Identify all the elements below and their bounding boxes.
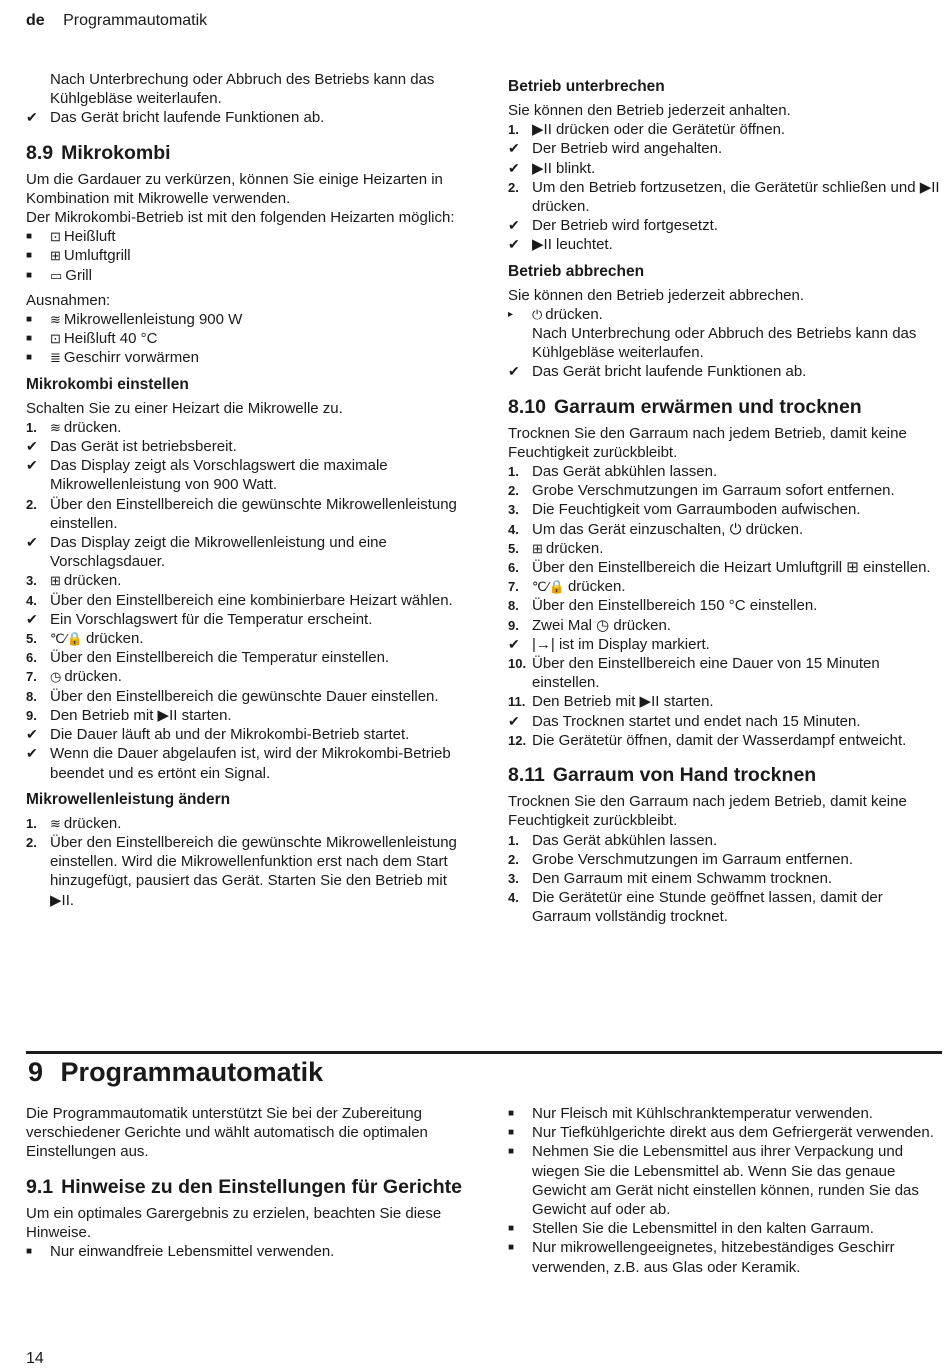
item-label: Der Betrieb wird fortgesetzt. bbox=[532, 217, 718, 235]
step-number: 5. bbox=[26, 631, 37, 647]
item-text bbox=[532, 1142, 944, 1219]
paragraph: Nach Unterbrechung oder Abbruch des Betriebs kann das Kühlgebläse weiterlaufen. bbox=[532, 325, 917, 362]
check-icon: ✔ bbox=[508, 363, 520, 380]
item-text bbox=[532, 1238, 944, 1276]
step-number: 6. bbox=[26, 650, 37, 666]
section-number: 8.9 bbox=[26, 141, 54, 164]
item-label: Um den Betrieb fortzusetzen, die Gerätetür schließen und ▶II drücken. bbox=[532, 178, 940, 216]
section-heading bbox=[26, 142, 462, 164]
step-number: 1. bbox=[508, 464, 519, 480]
step-number: 4. bbox=[508, 521, 519, 537]
item-label: Die Dauer läuft ab und der Mikrokombi-Betrieb startet. bbox=[50, 726, 410, 744]
item-label: Nur einwandfreie Lebensmittel verwenden. bbox=[50, 1243, 335, 1261]
instruction-item bbox=[508, 305, 944, 324]
item-text bbox=[50, 495, 462, 533]
result-item bbox=[26, 108, 462, 127]
paragraph: Um die Gardauer zu verkürzen, können Sie einige Heizarten in Kombination mit Mikrowelle verwenden. bbox=[26, 170, 443, 207]
item-label: Grobe Verschmutzungen im Garraum sofort entfernen. bbox=[532, 482, 895, 500]
item-text bbox=[50, 571, 462, 590]
item-label: Das Gerät bricht laufende Funktionen ab. bbox=[532, 363, 807, 381]
arrow-icon: ▸ bbox=[508, 308, 514, 320]
item-text bbox=[50, 648, 462, 667]
page-number: 14 bbox=[26, 1350, 44, 1367]
step-item bbox=[26, 687, 462, 706]
item-text bbox=[50, 456, 462, 494]
paragraph: Der Mikrokombi-Betrieb ist mit den folgenden Heizarten möglich: bbox=[26, 209, 455, 227]
item-text bbox=[50, 329, 462, 348]
bullet-item bbox=[26, 348, 462, 367]
result-item bbox=[508, 159, 944, 178]
step-item bbox=[26, 814, 462, 833]
check-icon: ✔ bbox=[26, 534, 38, 551]
paragraph: Schalten Sie zu einer Heizart die Mikrowelle zu. bbox=[26, 399, 343, 417]
result-item bbox=[508, 635, 944, 654]
item-text bbox=[532, 139, 944, 158]
item-text bbox=[50, 610, 462, 629]
item-text bbox=[50, 687, 462, 706]
result-item bbox=[508, 712, 944, 731]
control-symbol-icon: ◷ bbox=[50, 669, 62, 685]
item-text bbox=[532, 1219, 944, 1238]
language-code: de bbox=[26, 12, 45, 29]
step-item bbox=[26, 418, 462, 437]
item-label: Das Gerät abkühlen lassen. bbox=[532, 831, 718, 849]
paragraph: Die Programmautomatik unterstützt Sie bei der Zubereitung verschiedener Gerichte und wählt automatisch die optimalen Einstellungen aus. bbox=[26, 1105, 428, 1161]
control-symbol-icon: ⏻ bbox=[532, 306, 543, 322]
section-heading bbox=[508, 396, 944, 418]
chapter-number: 9 bbox=[28, 1057, 44, 1087]
item-label: Die Gerätetür eine Stunde geöffnet lassen, damit der Garraum vollständig trocknet. bbox=[532, 889, 883, 926]
chapter-divider bbox=[26, 1051, 942, 1054]
item-label: Nur mikrowellengeeignetes, hitzebeständiges Geschirr verwenden, z.B. aus Glas oder Keramik. bbox=[532, 1239, 895, 1276]
item-text bbox=[50, 629, 462, 648]
bullet-icon: ■ bbox=[26, 1246, 33, 1258]
step-number: 2. bbox=[508, 483, 519, 499]
column-right-lower bbox=[508, 1104, 944, 1277]
step-item bbox=[508, 654, 944, 692]
section-heading bbox=[26, 1176, 462, 1198]
step-item bbox=[508, 558, 944, 577]
item-text bbox=[532, 692, 944, 711]
step-item bbox=[26, 571, 462, 590]
item-label: Den Betrieb mit ▶II starten. bbox=[532, 693, 714, 711]
paragraph: Trocknen Sie den Garraum nach jedem Betrieb, damit keine Feuchtigkeit zurückbleibt. bbox=[508, 424, 907, 461]
section-heading bbox=[508, 764, 944, 786]
item-text bbox=[50, 266, 462, 285]
item-label: drücken. bbox=[545, 539, 604, 557]
result-item bbox=[26, 456, 462, 494]
item-label: Das Display zeigt als Vorschlagswert die maximale Mikrowellenleistung von 900 Watt. bbox=[50, 457, 388, 494]
step-number: 5. bbox=[508, 540, 519, 556]
item-label: Über den Einstellbereich die gewünschte Mikrowellenleistung einstellen. Wird die Mikrowellenfunktion erst nach dem Start hinzugefügt, pausiert das Gerät. Starten Sie den Betrieb mit ▶II. bbox=[50, 833, 457, 909]
step-number: 7. bbox=[508, 579, 519, 595]
item-text bbox=[532, 731, 944, 750]
step-item bbox=[508, 831, 944, 850]
item-text bbox=[50, 227, 462, 246]
item-text bbox=[532, 712, 944, 731]
step-item bbox=[508, 850, 944, 869]
step-number: 8. bbox=[26, 688, 37, 704]
item-label: Mikrowellenleistung 900 W bbox=[63, 311, 243, 329]
bullet-icon: ■ bbox=[26, 269, 33, 281]
item-label: |→| ist im Display markiert. bbox=[532, 635, 710, 653]
item-text bbox=[532, 577, 944, 596]
step-number: 10. bbox=[508, 656, 527, 672]
section-title: Hinweise zu den Einstellungen für Gerichte bbox=[61, 1175, 463, 1198]
section-number: 8.10 bbox=[508, 395, 546, 418]
step-number: 2. bbox=[26, 834, 37, 850]
item-text bbox=[50, 1242, 462, 1261]
step-item bbox=[508, 178, 944, 216]
column-right bbox=[508, 70, 944, 927]
check-icon: ✔ bbox=[26, 610, 38, 627]
step-number: 2. bbox=[26, 496, 37, 512]
control-symbol-icon: ⊞ bbox=[532, 540, 543, 556]
step-item bbox=[508, 577, 944, 596]
step-item bbox=[508, 616, 944, 635]
column-left bbox=[26, 70, 462, 910]
item-label: Grobe Verschmutzungen im Garraum entfernen. bbox=[532, 850, 853, 868]
item-text bbox=[50, 533, 462, 571]
item-text bbox=[532, 462, 944, 481]
item-label: Über den Einstellbereich eine kombinierbare Heizart wählen. bbox=[50, 591, 453, 609]
item-text bbox=[532, 520, 944, 539]
item-text bbox=[50, 348, 462, 367]
item-text bbox=[50, 744, 462, 782]
step-number: 1. bbox=[26, 815, 37, 831]
column-left-lower bbox=[26, 1104, 462, 1261]
step-item bbox=[26, 629, 462, 648]
item-text bbox=[532, 120, 944, 139]
item-text bbox=[532, 159, 944, 178]
control-symbol-icon: ℃⁄🔒 bbox=[50, 631, 83, 647]
bullet-item bbox=[508, 1104, 944, 1123]
item-text bbox=[532, 481, 944, 500]
item-label: Das Gerät ist betriebsbereit. bbox=[50, 438, 237, 456]
item-label: Die Gerätetür öffnen, damit der Wasserdampf entweicht. bbox=[532, 731, 907, 749]
item-text bbox=[532, 596, 944, 615]
item-label: drücken. bbox=[64, 668, 122, 686]
control-symbol-icon: ≣ bbox=[50, 350, 61, 366]
item-text bbox=[50, 706, 462, 725]
item-label: Über den Einstellbereich die Temperatur einstellen. bbox=[50, 649, 390, 667]
item-label: drücken. bbox=[545, 305, 603, 323]
item-label: Umluftgrill bbox=[63, 247, 131, 265]
item-label: drücken. bbox=[63, 572, 122, 590]
step-item bbox=[26, 833, 462, 910]
result-item bbox=[508, 216, 944, 235]
item-text bbox=[50, 246, 462, 265]
check-icon: ✔ bbox=[26, 726, 38, 743]
control-symbol-icon: ▭ bbox=[50, 267, 63, 283]
item-label: Über den Einstellbereich die gewünschte Dauer einstellen. bbox=[50, 687, 439, 705]
step-number: 3. bbox=[26, 573, 37, 589]
step-item bbox=[26, 667, 462, 686]
bullet-item bbox=[26, 227, 462, 246]
item-text bbox=[50, 591, 462, 610]
step-number: 3. bbox=[508, 870, 519, 886]
result-item bbox=[508, 362, 944, 381]
paragraph: Um ein optimales Garergebnis zu erzielen, beachten Sie diese Hinweise. bbox=[26, 1204, 442, 1241]
step-item bbox=[508, 539, 944, 558]
item-label: ▶II drücken oder die Gerätetür öffnen. bbox=[532, 121, 786, 139]
item-label: drücken. bbox=[567, 578, 626, 596]
subsection-heading: Mikrokombi einstellen bbox=[26, 375, 189, 393]
step-number: 1. bbox=[508, 122, 519, 138]
item-label: Ein Vorschlagswert für die Temperatur erscheint. bbox=[50, 610, 373, 628]
item-label: Nur Tiefkühlgerichte direkt aus dem Gefriergerät verwenden. bbox=[532, 1124, 934, 1142]
item-label: Über den Einstellbereich die Heizart Umluftgrill ⊞ einstellen. bbox=[532, 559, 931, 577]
result-item bbox=[26, 437, 462, 456]
bullet-icon: ■ bbox=[508, 1127, 515, 1139]
item-text bbox=[532, 558, 944, 577]
step-number: 2. bbox=[508, 179, 519, 195]
step-item bbox=[508, 500, 944, 519]
step-number: 4. bbox=[26, 592, 37, 608]
step-item bbox=[26, 495, 462, 533]
item-text bbox=[50, 833, 462, 910]
control-symbol-icon: ≋ bbox=[50, 815, 61, 831]
item-label: drücken. bbox=[63, 814, 122, 832]
item-label: Das Gerät abkühlen lassen. bbox=[532, 463, 718, 481]
item-text bbox=[532, 178, 944, 216]
step-number: 1. bbox=[508, 832, 519, 848]
check-icon: ✔ bbox=[508, 217, 520, 234]
bullet-item bbox=[508, 1123, 944, 1142]
item-text bbox=[532, 1104, 944, 1123]
result-item bbox=[26, 533, 462, 571]
item-label: Nehmen Sie die Lebensmittel aus ihrer Verpackung und wiegen Sie die Lebensmittel ab. Wenn Sie das genaue Gewicht am Gerät nicht einstellen können, runden Sie das Gewicht auf oder ab. bbox=[532, 1143, 919, 1219]
step-number: 1. bbox=[26, 419, 37, 435]
result-item bbox=[26, 610, 462, 629]
chapter-title: Programmautomatik bbox=[60, 1057, 324, 1087]
step-item bbox=[508, 692, 944, 711]
item-label: Heißluft bbox=[63, 228, 116, 246]
item-label: Nur Fleisch mit Kühlschranktemperatur verwenden. bbox=[532, 1105, 873, 1122]
item-text bbox=[50, 667, 462, 686]
section-number: 9.1 bbox=[26, 1175, 54, 1198]
item-label: Grill bbox=[65, 266, 92, 284]
step-number: 7. bbox=[26, 669, 37, 685]
item-label: Die Feuchtigkeit vom Garraumboden aufwischen. bbox=[532, 501, 861, 519]
step-number: 8. bbox=[508, 598, 519, 614]
item-label: Stellen Sie die Lebensmittel in den kalten Garraum. bbox=[532, 1220, 874, 1238]
step-item bbox=[508, 869, 944, 888]
item-text bbox=[50, 725, 462, 744]
bullet-icon: ■ bbox=[26, 231, 33, 243]
result-item bbox=[26, 725, 462, 744]
item-label: Heißluft 40 °C bbox=[63, 330, 158, 348]
control-symbol-icon: ℃⁄🔒 bbox=[532, 579, 565, 595]
item-label: Das Gerät bricht laufende Funktionen ab. bbox=[50, 109, 325, 127]
item-text bbox=[50, 418, 462, 437]
control-symbol-icon: ≋ bbox=[50, 312, 61, 328]
item-text bbox=[50, 437, 462, 456]
step-number: 12. bbox=[508, 732, 527, 748]
bullet-item bbox=[508, 1219, 944, 1238]
paragraph: Sie können den Betrieb jederzeit anhalten. bbox=[508, 102, 791, 119]
bullet-item bbox=[508, 1142, 944, 1219]
paragraph: Nach Unterbrechung oder Abbruch des Betriebs kann das Kühlgebläse weiterlaufen. bbox=[50, 71, 435, 108]
item-label: Das Display zeigt die Mikrowellenleistung und eine Vorschlagsdauer. bbox=[50, 534, 387, 571]
control-symbol-icon: ⊡ bbox=[50, 229, 61, 245]
item-label: Zwei Mal ◷ drücken. bbox=[532, 616, 671, 634]
item-text bbox=[532, 235, 944, 254]
check-icon: ✔ bbox=[26, 745, 38, 762]
item-label: Um das Gerät einzuschalten, ⏻ drücken. bbox=[532, 520, 804, 538]
item-text bbox=[50, 310, 462, 329]
bullet-item bbox=[508, 1238, 944, 1276]
item-text bbox=[532, 888, 944, 926]
item-text bbox=[532, 654, 944, 692]
item-text bbox=[532, 1123, 944, 1142]
subsection-heading: Mikrowellenleistung ändern bbox=[26, 790, 231, 808]
step-item bbox=[26, 648, 462, 667]
result-item bbox=[508, 235, 944, 254]
item-label: Geschirr vorwärmen bbox=[63, 349, 199, 367]
check-icon: ✔ bbox=[508, 635, 520, 652]
step-number: 4. bbox=[508, 890, 519, 906]
section-title: Garraum erwärmen und trocknen bbox=[553, 395, 862, 418]
item-text bbox=[50, 108, 462, 127]
item-label: Den Betrieb mit ▶II starten. bbox=[50, 706, 232, 724]
bullet-icon: ■ bbox=[508, 1108, 515, 1119]
bullet-icon: ■ bbox=[26, 314, 33, 326]
step-number: 11. bbox=[508, 694, 526, 710]
step-item bbox=[508, 888, 944, 926]
item-text bbox=[532, 362, 944, 381]
step-item bbox=[508, 731, 944, 750]
step-number: 6. bbox=[508, 560, 519, 576]
bullet-icon: ■ bbox=[26, 352, 33, 364]
bullet-icon: ■ bbox=[508, 1146, 515, 1158]
item-label: Den Garraum mit einem Schwamm trocknen. bbox=[532, 869, 833, 887]
bullet-icon: ■ bbox=[26, 333, 33, 345]
item-label: drücken. bbox=[63, 418, 122, 436]
item-text bbox=[532, 850, 944, 869]
item-label: Über den Einstellbereich eine Dauer von 15 Minuten einstellen. bbox=[532, 655, 880, 692]
bullet-icon: ■ bbox=[508, 1242, 515, 1254]
check-icon: ✔ bbox=[508, 712, 520, 729]
item-text bbox=[532, 635, 944, 654]
step-item bbox=[26, 591, 462, 610]
header-title: Programmautomatik bbox=[63, 12, 208, 29]
section-number: 8.11 bbox=[508, 764, 545, 787]
item-text bbox=[532, 500, 944, 519]
bullet-item bbox=[26, 246, 462, 265]
control-symbol-icon: ≋ bbox=[50, 419, 61, 435]
item-text bbox=[532, 831, 944, 850]
step-item bbox=[508, 481, 944, 500]
item-text bbox=[50, 814, 462, 833]
step-number: 2. bbox=[508, 851, 519, 867]
item-label: drücken. bbox=[85, 630, 144, 648]
result-item bbox=[508, 139, 944, 158]
item-text bbox=[532, 216, 944, 235]
result-item bbox=[26, 744, 462, 782]
check-icon: ✔ bbox=[26, 457, 38, 474]
item-text bbox=[532, 305, 944, 324]
subsection-heading: Betrieb abbrechen bbox=[508, 262, 645, 280]
paragraph: Ausnahmen: bbox=[26, 291, 111, 309]
page-header bbox=[26, 12, 207, 30]
check-icon: ✔ bbox=[508, 236, 520, 253]
item-label: ▶II blinkt. bbox=[532, 159, 596, 177]
check-icon: ✔ bbox=[26, 438, 38, 455]
step-number: 9. bbox=[26, 707, 37, 723]
item-label: Über den Einstellbereich 150 °C einstellen. bbox=[532, 597, 818, 615]
section-title: Garraum von Hand trocknen bbox=[552, 764, 817, 787]
control-symbol-icon: ⊞ bbox=[50, 573, 61, 589]
bullet-icon: ■ bbox=[508, 1223, 515, 1235]
bullet-item bbox=[26, 329, 462, 348]
bullet-item bbox=[26, 1242, 462, 1261]
step-item bbox=[508, 120, 944, 139]
control-symbol-icon: ⊡ bbox=[50, 331, 61, 347]
step-item bbox=[26, 706, 462, 725]
paragraph: Sie können den Betrieb jederzeit abbrechen. bbox=[508, 286, 805, 304]
item-label: ▶II leuchtet. bbox=[532, 236, 613, 254]
paragraph: Trocknen Sie den Garraum nach jedem Betrieb, damit keine Feuchtigkeit zurückbleibt. bbox=[508, 793, 907, 830]
step-number: 3. bbox=[508, 502, 519, 518]
step-number: 9. bbox=[508, 617, 519, 633]
bullet-icon: ■ bbox=[26, 250, 33, 262]
check-icon: ✔ bbox=[508, 159, 520, 176]
item-label: Über den Einstellbereich die gewünschte Mikrowellenleistung einstellen. bbox=[50, 495, 457, 532]
item-text bbox=[532, 616, 944, 635]
check-icon: ✔ bbox=[26, 109, 38, 126]
bullet-item bbox=[26, 310, 462, 329]
subsection-heading: Betrieb unterbrechen bbox=[508, 78, 665, 95]
item-text bbox=[532, 869, 944, 888]
control-symbol-icon: ⊞ bbox=[50, 248, 61, 264]
check-icon: ✔ bbox=[508, 140, 520, 157]
item-label: Der Betrieb wird angehalten. bbox=[532, 140, 723, 158]
step-item bbox=[508, 596, 944, 615]
bullet-item bbox=[26, 266, 462, 285]
chapter-heading bbox=[28, 1057, 323, 1088]
step-item bbox=[508, 520, 944, 539]
item-label: Wenn die Dauer abgelaufen ist, wird der Mikrokombi-Betrieb beendet und es ertönt ein Signal. bbox=[50, 745, 451, 782]
step-item bbox=[508, 462, 944, 481]
item-label: Das Trocknen startet und endet nach 15 Minuten. bbox=[532, 712, 861, 730]
section-title: Mikrokombi bbox=[61, 141, 171, 164]
item-text bbox=[532, 539, 944, 558]
